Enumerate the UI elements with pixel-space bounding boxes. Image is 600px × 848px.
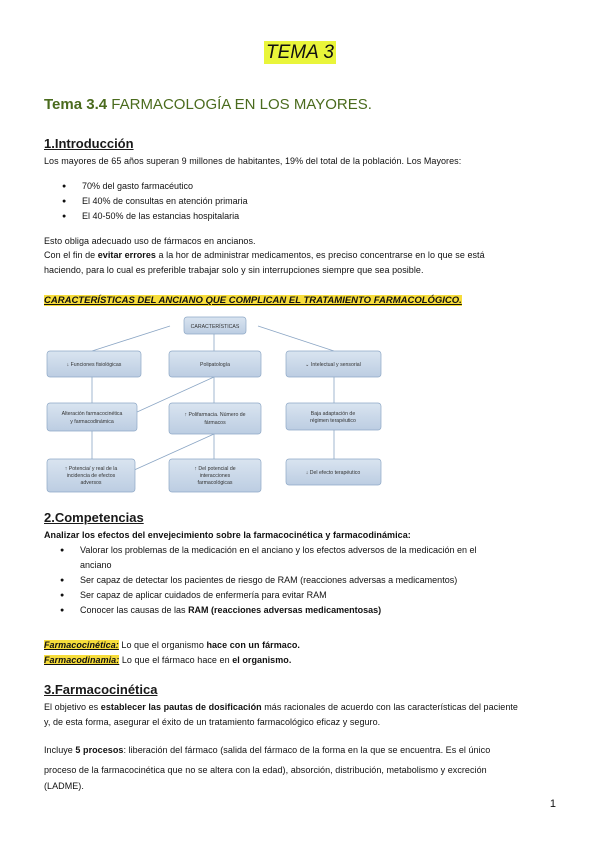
farmacocinetica-p1: [44, 700, 518, 714]
section-number: Tema 3.4: [44, 96, 108, 113]
text-run: Lo que el fármaco hace en: [119, 655, 233, 665]
intro-heading: 1.Introducción: [44, 136, 134, 151]
highlighted-heading: CARACTERÍSTICAS DEL ANCIANO QUE COMPLICAN EL TRATAMIENTO FARMACOLÓGICO.: [44, 295, 462, 306]
box-alteracion: [47, 403, 137, 431]
text-run: Valorar los problemas de la medicación en el anciano y los efectos adversos de la medicación en el: [80, 545, 477, 555]
diagram-label: adversos: [80, 480, 102, 486]
page-title: [0, 42, 600, 64]
diagram-label: ↑ Polifarmacia. Número de: [184, 412, 246, 418]
farmacocinetica-p1-line2: y, de esta forma, asegurar el éxito de un tratamiento farmacológico eficaz y seguro.: [44, 717, 381, 727]
competencias-heading: 2.Competencias: [44, 510, 144, 525]
diagram-label: ↓ Del efecto terapéutico: [305, 470, 361, 476]
diagram-label: ↑ Del potencial de: [194, 466, 236, 472]
caracteristicas-heading: [44, 295, 462, 306]
diagram-label: farmacológicas: [197, 480, 233, 486]
farmacocinetica-p2-line2: proceso de la farmacocinética que no se altera con la edad), absorción, distribución, metabolismo y excreción: [44, 765, 487, 775]
diagram-label: fármacos: [204, 420, 226, 426]
diagram-label: ↑ Potencia/ y real de la: [64, 466, 118, 472]
tema-label: TEMA 3: [266, 42, 334, 63]
list-item: ● El 40% de consultas en atención primaria: [62, 194, 248, 209]
def-farmacocinetica: [44, 638, 300, 652]
text-run: Incluye: [44, 745, 76, 755]
text-run: Conocer las causas de las: [80, 605, 189, 615]
list-item: ● Ser capaz de aplicar cuidados de enfermería para evitar RAM: [60, 588, 477, 603]
diagram-label: incidencia de efectos: [66, 473, 116, 479]
diagram-label: Baja adaptación de: [310, 411, 356, 417]
caracteristicas-diagram: [44, 313, 384, 498]
intro-p3: [44, 248, 485, 262]
farmacocinetica-p2-line3: (LADME).: [44, 781, 84, 791]
diagram-label: y farmacodinámica: [70, 419, 114, 425]
diagram-label: régimen terapéutico: [310, 418, 356, 424]
page-number: 1: [549, 798, 556, 810]
text-bold: RAM (reacciones adversas medicamentosas): [188, 605, 382, 615]
list-item: ● El 40-50% de las estancias hospitalaria: [62, 209, 248, 224]
diagram-connectors: [92, 326, 334, 471]
text-run: Con el fin de: [44, 250, 98, 260]
term-farmacocinetica: Farmacocinética:: [44, 640, 119, 650]
diagram-root-label: CARACTERÍSTICAS: [190, 324, 240, 330]
diagram-label: Polipatología: [200, 362, 230, 368]
intro-p4: haciendo, para lo cual es preferible trabajar solo y sin interrupciones siempre que sea posible.: [44, 265, 424, 275]
intro-list: [62, 179, 248, 224]
text-run: anciano: [80, 560, 112, 570]
text-bold: el organismo.: [232, 655, 292, 665]
text-bold: 5 procesos: [75, 745, 124, 755]
farmacocinetica-p2: [44, 743, 490, 757]
text-bold: establecer las pautas de dosificación: [100, 702, 262, 712]
box-polifarmacia: [169, 403, 261, 434]
competencias-lead: Analizar los efectos del envejecimiento sobre la farmacocinética y farmacodinámica:: [44, 530, 411, 540]
text-run: más racionales de acuerdo con las características del paciente: [261, 702, 518, 712]
section-title: [44, 96, 372, 113]
diagram-label: interacciones: [199, 473, 231, 479]
diagram-label: Alteración farmacocinética: [61, 411, 123, 417]
term-farmacodinamia: Farmacodinamia:: [44, 655, 120, 665]
text-run: a la hor de administrar medicamentos, es preciso concentrarse en lo que se está: [155, 250, 485, 260]
intro-paragraph: Los mayores de 65 años superan 9 millones de habitantes, 19% del total de la población. Los Mayores:: [44, 156, 462, 166]
competencias-list: [60, 543, 477, 618]
text-bold: evitar errores: [97, 250, 156, 260]
list-item: [60, 543, 477, 573]
list-item: ● 70% del gasto farmacéutico: [62, 179, 248, 194]
text-run: El objetivo es: [44, 702, 101, 712]
list-item: ● Ser capaz de detectar los pacientes de riesgo de RAM (reacciones adversas a medicamentos): [60, 573, 477, 588]
farmacocinetica-heading: 3.Farmacocinética: [44, 682, 158, 697]
list-item: [60, 603, 477, 618]
diagram-label: ↓ Funciones fisiológicas: [66, 362, 122, 368]
text-bold: hace con un fármaco.: [206, 640, 300, 650]
def-farmacodinamia: [44, 653, 291, 667]
text-run: Lo que el organismo: [118, 640, 207, 650]
diagram-label: ⌄ Intelectual y sensorial: [305, 362, 361, 368]
section-name: FARMACOLOGÍA EN LOS MAYORES.: [111, 96, 372, 113]
intro-p2: Esto obliga adecuado uso de fármacos en ancianos.: [44, 236, 256, 246]
text-run: : liberación del fármaco (salida del fármaco de la forma en la que se encuentra. Es el único: [123, 745, 491, 755]
